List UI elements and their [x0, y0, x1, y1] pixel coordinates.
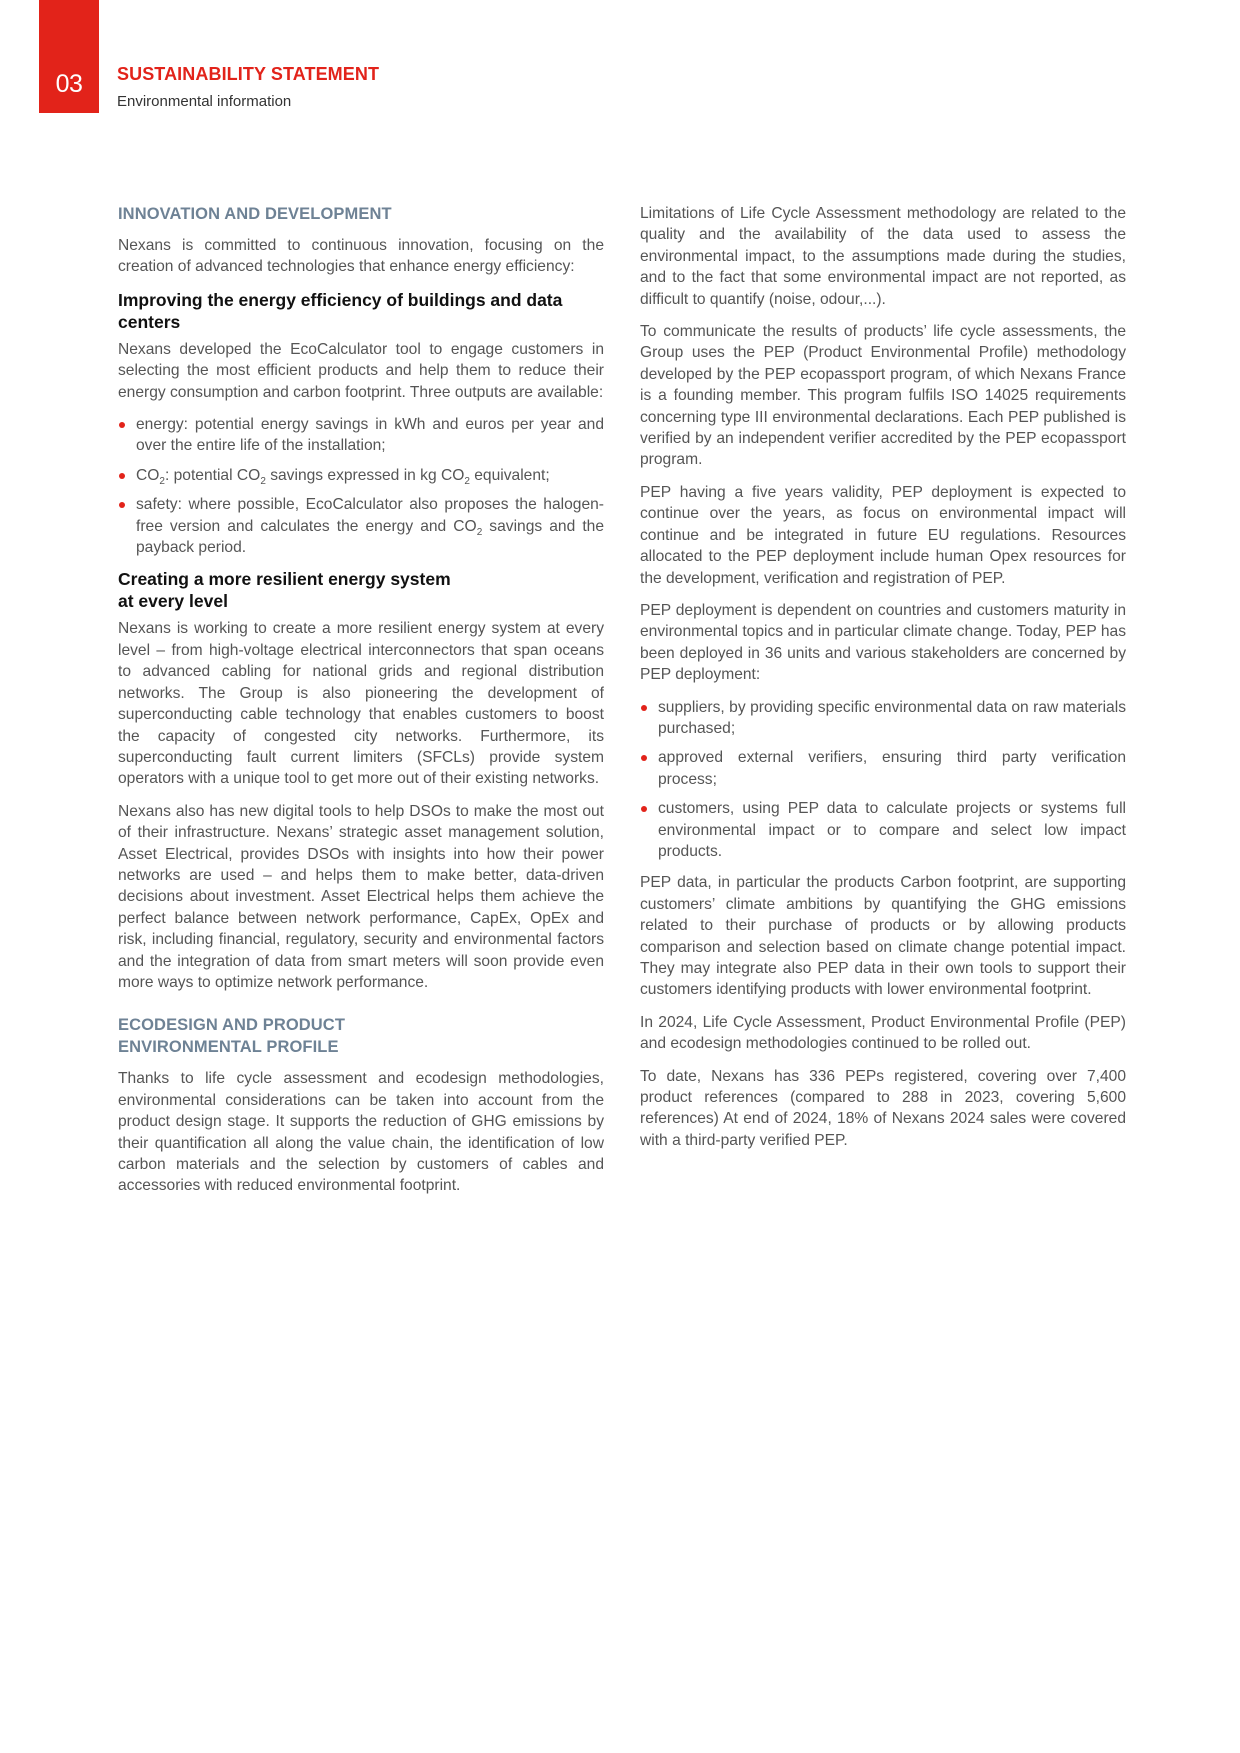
list-item [640, 747, 1126, 790]
bullet-text: equivalent; [469, 466, 550, 484]
bullet-dot-icon [119, 502, 125, 508]
subscript: 2 [464, 475, 470, 487]
bullet-dot-icon [119, 473, 125, 479]
ecocalculator-output-list [118, 414, 604, 558]
list-item [640, 697, 1126, 740]
right-column [640, 203, 1126, 1162]
bullet-dot-icon [119, 422, 125, 428]
chapter-number-tab [39, 0, 99, 113]
deployment-paragraph: PEP deployment is dependent on countries and customers maturity in environmental topics and in particular climate change. Today, PEP has been deployed in 36 units and various stakeholders are concerned by PEP deployment: [640, 601, 1126, 684]
heading-line: ENVIRONMENTAL PROFILE [118, 1038, 339, 1057]
bullet-text: customers, using PEP data to calculate projects or systems full environmental impact or to compare and select low impact products. [658, 800, 1126, 860]
communicate-paragraph: To communicate the results of products’ life cycle assessments, the Group uses the PEP (Product Environmental Profile) methodology developed by the PEP ecopassport program, of which Nexans France is a founding member. This program fulfils ISO 14025 requirements concerning type III environmental declarations. Each PEP published is verified by an independent verifier accredited by the PEP ecopassport program. [640, 323, 1126, 469]
list-item [118, 414, 604, 457]
bullet-text: : potential CO [164, 466, 261, 484]
bullet-text: approved external verifiers, ensuring third party verification process; [658, 749, 1126, 788]
left-column [118, 203, 604, 1208]
subheading-line: Creating a more resilient energy system [118, 569, 451, 590]
limitations-paragraph: Limitations of Life Cycle Assessment methodology are related to the quality and the availability of the data used to assess the environmental impact, to the assumptions made during the studies, and to the fact that some environmental impact are not reported, as difficult to quantify (noise, odour,...). [640, 205, 1126, 308]
validity-paragraph: PEP having a five years validity, PEP deployment is expected to continue over the years, as focus on environmental impact will continue and be integrated in future EU regulations. Resources allocated to the PEP deployment include human Opex resources for the development, verification and registration of PEP. [640, 483, 1126, 587]
innovation-heading: INNOVATION AND DEVELOPMENT [118, 205, 392, 223]
ecodesign-paragraph: Thanks to life cycle assessment and ecodesign methodologies, environmental considerations can be taken into account from the product design stage. It supports the reduction of GHG emissions by their quantification all along the value chain, the identification of low carbon materials and the selection by customers of cables and accessories with reduced environmental footprint. [118, 1070, 604, 1195]
section-subtitle: Environmental information [117, 93, 292, 110]
chapter-number: 03 [55, 70, 83, 98]
subscript: 2 [476, 526, 483, 538]
list-item [640, 798, 1126, 862]
bullet-text: savings and the payback period. [136, 517, 604, 557]
bullet-text: CO [136, 466, 160, 484]
bullet-dot-icon [641, 755, 647, 761]
list-item [118, 465, 604, 486]
ecodesign-heading [118, 1014, 604, 1058]
resilient-subheading [118, 568, 604, 612]
bullet-text: safety: where possible, EcoCalculator also proposes the halogen-free version and calculates the energy and CO [136, 496, 604, 535]
heading-line: ECODESIGN AND PRODUCT [118, 1016, 346, 1035]
energy-subheading: Improving the energy efficiency of buildings and data centers [118, 289, 563, 332]
subheading-line: at every level [118, 591, 228, 612]
digital-paragraph: Nexans also has new digital tools to help DSOs to make the most out of their infrastructure. Nexans’ strategic asset management solution, Asset Electrical, provides DSOs with insights into how their power networks are used – and helps them to make better, data-driven decisions about investment. Asset Electrical helps them achieve the perfect balance between network performance, CapEx, OpEx and risk, including financial, regulatory, security and environmental factors and the integration of data from smart meters will soon provide even more ways to optimize network performance. [118, 802, 604, 991]
stakeholder-list [640, 697, 1126, 863]
bullet-text: savings expressed in kg CO [265, 466, 465, 484]
resilient-paragraph: Nexans is working to create a more resilient energy system at every level – from high-voltage electrical interconnectors that span oceans to advanced cabling for national grids and regional distribution networks. The Group is also pioneering the development of superconducting cable technology that enables customers to boost the capacity of congested city networks. Furthermore, its superconducting fault current limiters (SFCLs) provide system operators with a unique tool to get more out of their existing networks. [118, 620, 604, 788]
bullet-text: suppliers, by providing specific environmental data on raw materials purchased; [658, 698, 1126, 737]
energy-paragraph: Nexans developed the EcoCalculator tool to engage customers in selecting the most efficient products and help them to reduce their energy consumption and carbon footprint. Three outputs are available: [118, 340, 604, 401]
year-2024-paragraph: In 2024, Life Cycle Assessment, Product Environmental Profile (PEP) and ecodesign methodologies continued to be rolled out. [640, 1013, 1126, 1053]
innovation-intro: Nexans is committed to continuous innovation, focusing on the creation of advanced technologies that enhance energy efficiency: [118, 237, 604, 276]
subscript: 2 [159, 475, 165, 487]
section-title: SUSTAINABILITY STATEMENT [117, 64, 380, 84]
bullet-dot-icon [641, 705, 647, 711]
pep-data-paragraph: PEP data, in particular the products Carbon footprint, are supporting customers’ climate ambitions by quantifying the GHG emissions related to their purchase of products or by allowing products comparison and selection based on climate change potential impact. They may integrate also PEP data in their own tools to support their customers identifying products with lower environmental footprint. [640, 874, 1126, 999]
subscript: 2 [260, 475, 266, 487]
bullet-text: energy: potential energy savings in kWh and euros per year and over the entire life of the installation; [136, 416, 604, 455]
list-item [118, 494, 604, 558]
to-date-paragraph: To date, Nexans has 336 PEPs registered, covering over 7,400 product references (compared to 288 in 2023, covering 5,600 references) At end of 2024, 18% of Nexans 2024 sales were covered with a third-party verified PEP. [640, 1067, 1126, 1149]
bullet-dot-icon [641, 806, 647, 812]
